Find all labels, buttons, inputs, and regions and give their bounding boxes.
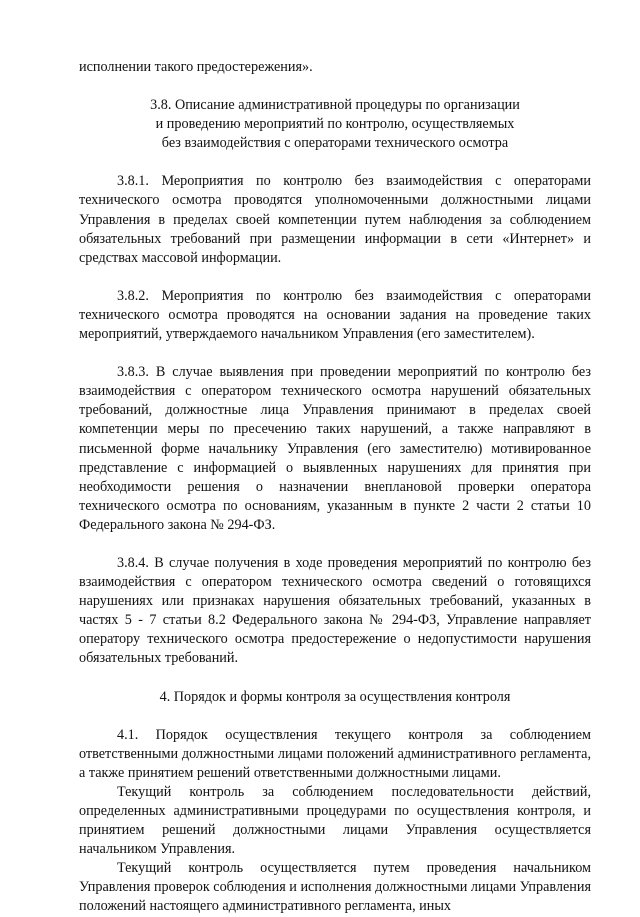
paragraph-4-1-inspections: Текущий контроль осуществляется путем проведения начальником Управления проверок соблюдения и исполнения должностными лицами Управления положений настоящего административного регламента, иных — [79, 860, 591, 915]
section-4-heading: 4. Порядок и формы контроля за осуществления контроля — [159, 688, 511, 705]
heading-line: и проведению мероприятий по контролю, осуществляемых — [155, 116, 515, 133]
section-3-8-heading — [79, 96, 591, 153]
paragraph-3-8-4: 3.8.4. В случае получения в ходе проведения мероприятий по контролю без взаимодействия с оператором технического осмотра сведений о готовящихся нарушениях или признаках нарушения обязательных требований, указанных в частях 5 - 7 статьи 8.2 Федерального закона № 294-ФЗ, Управление направляет оператору технического осмотра предостережение о недопустимости нарушения обязательных требований. — [79, 554, 591, 667]
paragraph-3-8-3: 3.8.3. В случае выявления при проведении мероприятий по контролю без взаимодействия с оператором технического осмотра нарушений обязательных требований, должностные лица Управления принимают в пределах своей компетенции меры по пресечению таких нарушений, а также направляют в письменной форме начальнику Управления (его заместителю) мотивированное представление с информацией о выявленных нарушениях для принятия при необходимости решения о назначении внеплановой проверки оператора технического осмотра по основаниям, указанным в пункте 2 части 2 статьи 10 Федерального закона № 294-ФЗ. — [79, 364, 591, 533]
heading-line: без взаимодействия с операторами технического осмотра — [161, 135, 509, 152]
document-page — [79, 58, 591, 917]
paragraph-3-8-1: 3.8.1. Мероприятия по контролю без взаимодействия с операторами технического осмотра проводятся уполномоченными должностными лицами Управления в пределах своей компетенции путем наблюдения за соблюдением обязательных требований при размещении информации в сети «Интернет» и средствах массовой информации. — [79, 173, 591, 266]
paragraph-4-1: 4.1. Порядок осуществления текущего контроля за соблюдением ответственными должностными лицами положений административного регламента, а также принятием решений ответственными должностными лицами. — [79, 726, 591, 781]
paragraph-3-8-2: 3.8.2. Мероприятия по контролю без взаимодействия с операторами технического осмотра проводятся на основании задания на проведение таких мероприятий, утверждаемого начальником Управления (его заместителем). — [79, 287, 591, 343]
continuation-line: исполнении такого предостережения». — [79, 59, 313, 75]
paragraph-4-1-current-control: Текущий контроль за соблюдением последовательности действий, определенных административными процедурами по осуществления контроля, и принятием решений должностными лицами Управления осуществляется начальником Управления. — [79, 783, 591, 858]
heading-line: 3.8. Описание административной процедуры по организации — [150, 97, 520, 114]
